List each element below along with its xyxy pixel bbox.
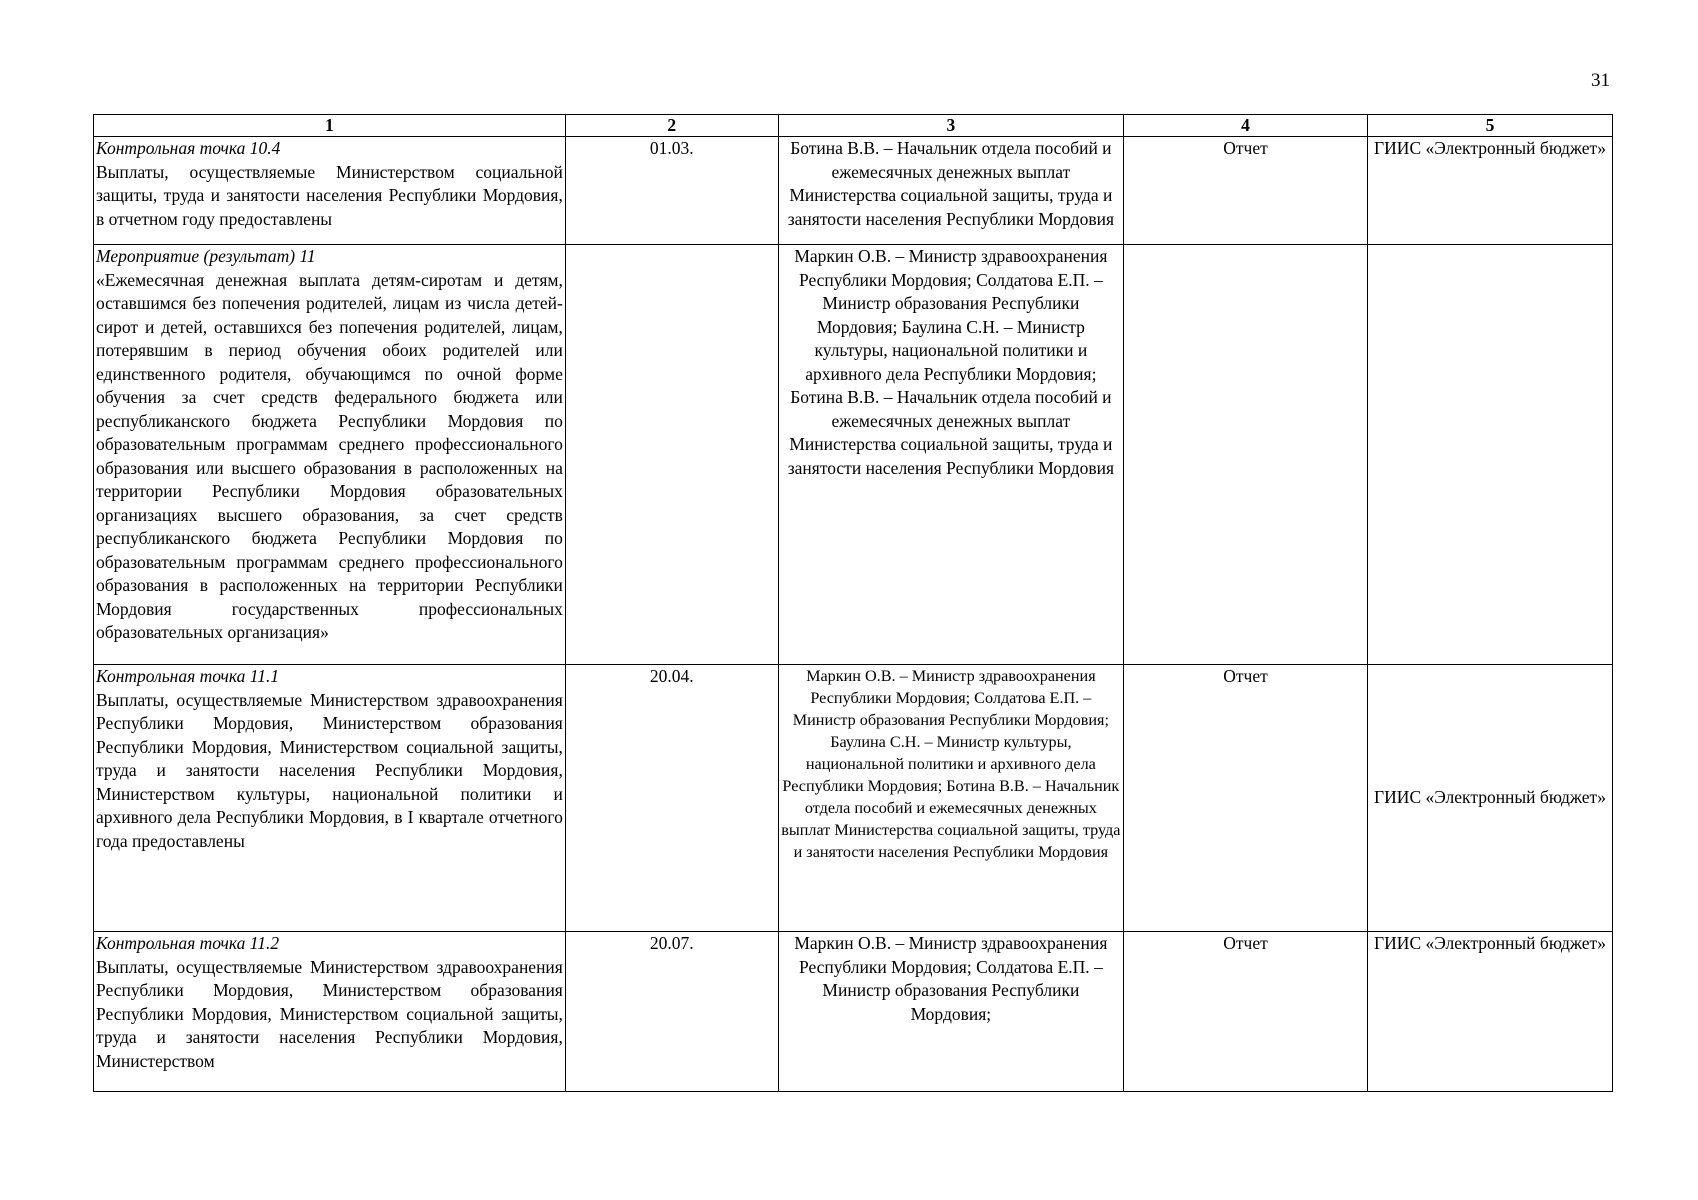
cell-system: ГИИС «Электронный бюджет» (1368, 137, 1613, 245)
cell-description (94, 137, 566, 245)
cell-document: Отчет (1124, 932, 1368, 1092)
table-row (94, 665, 1613, 932)
row-description: «Ежемесячная денежная выплата детям-сиротам и детям, оставшимся без попечения родителей, лицам из числа детей-сирот и детей, оставшихся без попечения родителей, лицам, потерявшим в период обучения обоих родителей или единственного родителя, обучающимся по очной форме обучения за счет средств федерального бюджета или республиканского бюджета Республики Мордовия по образовательным программам среднего профессионального образования или высшего образования в расположенных на территории Республики Мордовия образовательных организациях высшего образования, за счет средств республиканского бюджета Республики Мордовия по образовательным программам среднего профессионального образования в расположенных на территории Республики Мордовия государственных профессиональных образовательных организация» (96, 269, 563, 642)
cell-system: ГИИС «Электронный бюджет» (1368, 665, 1613, 932)
column-header-1: 1 (94, 115, 566, 137)
column-header-2: 2 (565, 115, 778, 137)
cell-system: ГИИС «Электронный бюджет» (1368, 932, 1613, 1092)
plan-table (93, 114, 1613, 1092)
row-description: Выплаты, осуществляемые Министерством здравоохранения Республики Мордовия, Министерством образования Республики Мордовия, Министерством социальной защиты, труда и занятости населения Республики Мордовия, Министерством культуры, национальной политики и архивного дела Республики Мордовия, в I квартале отчетного года предоставлены (96, 689, 563, 851)
table-header-row (94, 115, 1613, 137)
row-kind: Контрольная точка 11.1 (96, 666, 280, 686)
cell-responsible: Маркин О.В. – Министр здравоохранения Республики Мордовия; Солдатова Е.П. – Министр образования Республики Мордовия; Баулина С.Н. – Министр культуры, национальной политики и архивного дела Республики Мордовия; Ботина В.В. – Начальник отдела пособий и ежемесячных денежных выплат Министерства социальной защиты, труда и занятости населения Республики Мордовия (778, 665, 1123, 932)
table-row (94, 932, 1613, 1092)
row-kind: Контрольная точка 11.2 (96, 933, 280, 953)
column-header-5: 5 (1368, 115, 1613, 137)
column-header-4: 4 (1124, 115, 1368, 137)
cell-date (565, 245, 778, 665)
page-number: 31 (1591, 70, 1610, 91)
cell-document: Отчет (1124, 137, 1368, 245)
table-row (94, 137, 1613, 245)
cell-system (1368, 245, 1613, 665)
column-header-3: 3 (778, 115, 1123, 137)
cell-description (94, 245, 566, 665)
row-kind: Контрольная точка 10.4 (96, 138, 281, 158)
row-kind: Мероприятие (результат) 11 (96, 246, 316, 266)
cell-date: 20.04. (565, 665, 778, 932)
cell-description (94, 665, 566, 932)
cell-responsible: Ботина В.В. – Начальник отдела пособий и ежемесячных денежных выплат Министерства социальной защиты, труда и занятости населения Республики Мордовия (778, 137, 1123, 245)
cell-date: 20.07. (565, 932, 778, 1092)
cell-responsible: Маркин О.В. – Министр здравоохранения Республики Мордовия; Солдатова Е.П. – Министр образования Республики Мордовия; (778, 932, 1123, 1092)
cell-document (1124, 245, 1368, 665)
cell-responsible: Маркин О.В. – Министр здравоохранения Республики Мордовия; Солдатова Е.П. – Министр образования Республики Мордовия; Баулина С.Н. – Министр культуры, национальной политики и архивного дела Республики Мордовия; Ботина В.В. – Начальник отдела пособий и ежемесячных денежных выплат Министерства социальной защиты, труда и занятости населения Республики Мордовия (778, 245, 1123, 665)
row-description: Выплаты, осуществляемые Министерством здравоохранения Республики Мордовия, Министерством образования Республики Мордовия, Министерством социальной защиты, труда и занятости населения Республики Мордовия, Министерством (96, 956, 563, 1071)
table-row (94, 245, 1613, 665)
cell-date: 01.03. (565, 137, 778, 245)
row-description: Выплаты, осуществляемые Министерством социальной защиты, труда и занятости населения Республики Мордовия, в отчетном году предоставлены (96, 161, 563, 229)
cell-document: Отчет (1124, 665, 1368, 932)
cell-description (94, 932, 566, 1092)
